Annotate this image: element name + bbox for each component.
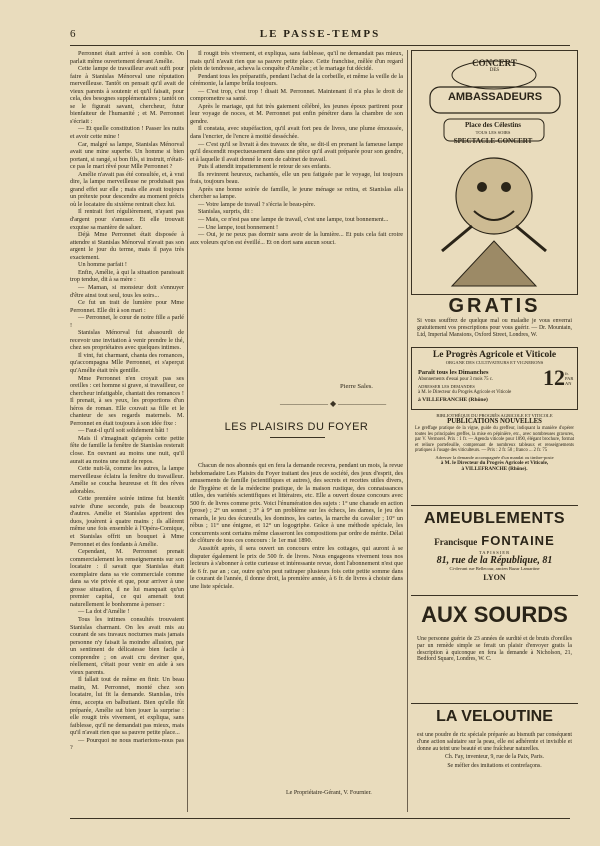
paragraph: Car, malgré sa lampe, Stanislas Ménorval avait une mine superbe. Un homme si bien portant, si rangé, si bon fils, si instruit, n'était-ce pas le mari rêvé pour Mlle Perronnet ? — [70, 140, 184, 171]
footer-rule — [70, 818, 570, 819]
header-rule — [70, 45, 570, 46]
progres-title: Le Progrès Agricole et Viticole — [432, 350, 557, 360]
paragraph: Déjà Mme Perronnet était disposée à attendre si Stanislas Ménorval n'avait pas son argent le jour du terme, mais il paya très exactement. — [70, 231, 184, 261]
title-rule — [270, 437, 325, 438]
paragraph: — C'est trop, c'est trop ! disait M. Perronnet. Maintenant il n'a plus le droit de compromettre sa santé. — [190, 87, 403, 103]
biblio-list: Le greffage pratique de la vigne, guide du greffeur, indiquant la manière d'opérer toutes les principales greffes, la mise en pépinière, etc., avec nombreuses gravures, par V. Vermorel. Prix : 1 fr. — Agenda viticole pour 1890, élégant brochure, format et reliure portefeuille, comprenant de nombreux tableaux et renseignements pratiques à l'usage des viticulteurs. — Prix : 2 fr. 50 ; franco ... 2 fr. 75 — [415, 426, 574, 454]
gratis-title: GRATIS — [448, 295, 541, 317]
paragraph: Aussitôt après, il sera ouvert un concours entre les cottages, qui auront à se disputer également le prix de 500 fr. de livres. Nous engageons vivement tous nos lecteurs à s'abonner à cette curieuse et intéressante revue, dont l'abonnement n'est que de 6 fr. par an ; car, outre qu'on peut rattraper plusieurs fois cette petite somme dans le courant de l'année, il donne droit, la première année, à 6 fr. de livres à choisir dans une liste spéciale. — [190, 545, 403, 590]
journal-title: LE PASSE-TEMPS — [259, 28, 381, 40]
sourds-body: Une personne guérie de 23 années de surdité et de bruits d'oreilles par un remède simple se ferait un plaisir d'envoyer gratis la description à quiconque en fera la demande à Nicholson, 21, Bedford Square, Londres, W. C. — [417, 636, 572, 663]
concert-line4: Place des Célestins — [465, 121, 521, 129]
maker-trade: TAPISSIER — [478, 550, 511, 555]
paragraph: Après le mariage, qui fut très gaiement célébré, les jeunes époux partirent pour leur voyage de noces, et M. Perronnet put enfin pénétrer dans la chambre de son gendre. — [190, 102, 403, 125]
ameublements-title: AMEUBLEMENTS — [423, 510, 566, 527]
paragraph: Puis il attendit impatiemment le retour de ses enfants. — [198, 163, 331, 171]
paragraph: Il rentrait fort régulièrement, n'ayant pas d'argent pour s'amuser. Et elle trouvait exquise sa manière de saluer. — [70, 208, 184, 231]
concert-line6: SPECTACLE-CONCERT — [453, 137, 533, 145]
gratis-ad — [411, 295, 578, 343]
veloutine-body: est une poudre de riz spéciale préparée au bismuth par conséquent d'une action salutaire sur la peau, elle est adhérente et invisible et donne au teint une beauté et une fraîcheur naturelles. — [417, 732, 572, 752]
maker-address: 81, rue de la République, 81 — [436, 555, 553, 566]
paragraph: Cette lampe de travailleur avait suffi pour faire à Stanislas Ménorval une réputation merveilleuse. Tantôt on pensait qu'il avait de vieux parents à soutenir et qu'il faisait, pour cela, des besognes supplémentaires ; tantôt on se le figurait savant, chercheur, futur bienfaiteur de l'humanité ; et M. Perronnet s'écriait : — [70, 65, 184, 125]
paragraph: Chacun de nos abonnés qui en fera la demande recevra, pendant un mois, la revue hebdomadaire Les Plaisirs du Foyer traitant des jeux de société, des jeux d'esprit, des amusements de famille (scientifiques et autres), des secrets et recettes utiles divers, de l'hygiène et de la médecine pratique, de la maison rustique, des connaissances utiles, des variétés scientifiques et littéraires, etc. Elle a ouvert douze concours avec 500 fr. de livres comme prix. Voici l'énumération des sujets : 1° une charade en action (prose) ; 2° un sonnet ; 3° à 9° un problème sur les échecs, les dames, le jeu des renards, le jeu des écureuils, les dominos, les cartes, la marche du cavalier ; 10° un rébus ; 11° une énigme, et 12° un logogriphe. Grâce à une méthode spéciale, les concurrents sont certains même classeront les compositions par ordre de mérite. Délai de clôture de tous ces concours : le 1er mai 1890. — [190, 462, 403, 545]
column-divider — [187, 50, 188, 812]
concert-ad — [411, 50, 578, 295]
paragraph: Cependant, M. Perronnet prenait commercialement les renseignements sur son locataire : il savait que Stanislas était exemplaire dans sa vie commerciale comme dans sa vie privée et que, pour arriver à une grosse situation, il ne lui manquait qu'un premier capital, ce qui amenait tout naturellement le bonhomme à penser : — [70, 548, 184, 608]
paragraph: Mais il s'imaginait qu'après cette petite fête de famille la fenêtre de Stanislas resterait close. En ouvrant au moins une nuit, qu'il aurait au moins une nuit de repos. — [70, 434, 184, 465]
progres-price-unit: fr. PAR AN — [565, 370, 574, 386]
paragraph: Cette nuit-là, comme les autres, la lampe merveilleuse éclaira la fenêtre du travailleur. Amélie se coucha heureuse et fit des rêves adorables. — [70, 465, 184, 495]
paragraph: — Faut-il qu'il soit solidement bâti ! — [78, 427, 169, 435]
progres-ad — [411, 347, 578, 410]
paragraph: Ce fut un trait de lumière pour Mme Perronnet. Elle dit à son mari : — [70, 299, 184, 314]
sourds-title: AUX SOURDS — [421, 602, 568, 627]
progres-price: 12 — [543, 364, 565, 390]
concert-illustration-icon — [412, 51, 577, 294]
paragraph: — Pourquoi ne nous marierions-nous pas ? — [70, 736, 184, 752]
concert-line3: AMBASSADEURS — [447, 91, 543, 103]
maker-surname: FONTAINE — [481, 533, 555, 548]
biblio-publications: PUBLICATIONS NOUVELLES — [447, 418, 542, 425]
article-column-1 — [70, 50, 184, 812]
paragraph: Il fallait tout de même en finir. Un beau matin, M. Perronnet, monté chez son locataire, lui fit la demande. Stanislas, très ému, accepta en balbutiant. Bien qu'elle fût préparée, Amélie sut bien jouer la surprise : elle rougit très vivement, et expliqua, sans faiblesse, qu'il ne demandait pas mieux, mais qu'il n'avait rien que sa pauvre petite place... — [70, 676, 184, 737]
biblio-title: BIBLIOTHÈQUE DU PROGRÈS AGRICOLE ET VITICOLE — [436, 413, 553, 418]
gratis-body: Si vous souffrez de quelque mal ou maladie je vous enverrai gratuitement vos prescriptions pour vous guérir. — Dr. Mountain, Ltd, Imperial Mansions, Oxford Street, Londres, W. — [417, 318, 572, 338]
concert-line1: CONCERT — [472, 58, 517, 68]
paragraph: Stanislas, surpris, dit : — [198, 208, 253, 216]
page-header — [70, 28, 570, 42]
maker-address-note: Ci-devant rue Bellecour, ancien Bazar Lamartine — [449, 566, 540, 571]
paragraph: — Mais, ce n'est pas une lampe de travail, c'est une lampe, tout bonnement... — [198, 216, 389, 224]
paragraph: Ils revinrent heureux, rachantés, elle un peu fatiguée par le voyage, lui toujours frais, toujours beau. — [190, 170, 403, 186]
paragraph: — C'est qu'il se livrait à des travaux de tête, se dit-il en prenant la fameuse lampe qu'il descendit respectueusement dans une pièce qu'il avait préparée pour son gendre, et à laquelle il avait donné le nom de cabinet de travail. — [190, 140, 403, 163]
page-number: 6 — [70, 28, 76, 40]
paragraph: Un homme parfait ! — [78, 261, 127, 269]
progres-abonnement: Abonnements d'essai pour 3 mois 75 c. — [418, 376, 494, 382]
paragraph: — Perronnet, le cœur de notre fille a parlé ! — [70, 314, 184, 329]
paragraph: — Une lampe, tout bonnement ! — [198, 223, 279, 231]
paragraph: Il constata, avec stupéfaction, qu'il avait fort peu de livres, une plume émoussée, dans l'encrier, de l'encre à moitié desséchée. — [190, 125, 403, 141]
paragraph: Stanislas Ménorval fut abasourdi de recevoir une invitation à venir prendre le thé, chez ses propriétaires avec quelques intimes. — [70, 329, 184, 352]
progres-parait: Paraît tous les Dimanches — [418, 368, 489, 376]
paragraph: Après une bonne soirée de famille, le jeune ménage se retira, et Stanislas alla chercher sa lampe. — [190, 185, 403, 201]
paragraph: Il rougit très vivement, et expliqua, sans faiblesse, qu'il ne demandait pas mieux, mais qu'il n'avait rien que sa pauvre petite place. Cette franchise, mêlée d'un regard plein de tendresse, acheva la conquête d'Amélie ; et le mariage fut décidé. — [190, 50, 403, 73]
veloutine-warning: Se méfier des imitations et contrefaçons. — [447, 763, 542, 770]
concert-line2: DES — [489, 68, 500, 73]
section-title: LES PLAISIRS DU FOYER — [224, 421, 369, 433]
paragraph: Pendant tous les préparatifs, pendant l'achat de la corbeille, et même la veille de la cérémonie, la lampe brûla toujours. — [190, 72, 403, 88]
paragraph: — Et quelle constitution ! Passer les nuits et avoir cette mine ! — [70, 125, 184, 141]
concert-line5: TOUS LES SOIRS — [475, 130, 511, 135]
biblio-footer2: à M. le Directeur du Progrès Agricole et Viticole, — [440, 459, 549, 466]
maker-firstname: Francisque — [434, 537, 478, 547]
progres-subtitle: ORGANE DES CULTIVATEURS ET VIGNERONS — [445, 360, 544, 365]
paragraph: Tous les intimes consultés trouvaient Stanislas charmant. On les avait mis au courant de ses travaux nocturnes mais jamais personne n'y faisait la moindre allusion, par un sentiment de délicatesse bien facile à comprendre ; on avait cru deviner que, réellement, c'était pour venir en aide à ses vieux parents. — [70, 616, 184, 676]
paragraph: Enfin, Amélie, à qui la situation paraissait trop tendue, dit à sa mère : — [70, 268, 184, 284]
biblio-block — [411, 413, 578, 472]
progres-director: à M. le Directeur du Progrès Agricole et Viticole — [418, 389, 512, 395]
author-signature: Pierre Sales. — [340, 383, 373, 390]
paragraph: — Oui, je ne peux pas dormir sans avoir de la lumière... Et puis cela fait croire aux voleurs qu'on est éveillé... Et on dort sans aucun souci. — [190, 231, 403, 246]
biblio-footer1: Adresser la demande accompagnée d'un mandat ou timbre-poste — [435, 454, 554, 460]
paragraph: Amélie n'avait pas été consultée, et, à vrai dire, la lampe merveilleuse ne produisait pas grand effet sur elle ; mais elle avait toujours un prétexte pour descendre au moment précis où le locataire du sixième rentrait chez lui. — [70, 170, 184, 208]
progres-city: à VILLEFRANCHE (Rhône) — [418, 396, 488, 403]
ornament-divider: —————— ◆ —————— — [280, 399, 387, 408]
paragraph: Mme Perronnet n'en croyait pas ses oreilles : cet homme si grave, si travailleur, ce chercheur infatigable, chantait des romances ! Il prenait, à ses yeux, les proportions d'un héros de roman. Elle couvait sa fille et le chanteur de ses regards maternels. M. Perronnet en était toujours à son idée fixe : — [70, 374, 184, 427]
biblio-footer3: à VILLEFRANCHE (Rhône). — [461, 465, 528, 472]
veloutine-ad — [411, 703, 578, 811]
sourds-ad — [411, 595, 578, 699]
paragraph: — Votre lampe de travail ? s'écria le beau-père. — [198, 200, 316, 208]
column-divider — [407, 50, 408, 812]
publisher-line: Le Propriétaire-Gérant, V. Fournier. — [286, 790, 372, 796]
maker-city: LYON — [483, 573, 506, 582]
paragraph: — La dot d'Amélie ! — [78, 608, 130, 616]
section-body — [190, 462, 403, 752]
veloutine-title: LA VELOUTINE — [436, 708, 553, 725]
ameublements-ad — [411, 505, 578, 591]
progres-adresser: ADRESSER LES DEMANDES — [418, 383, 475, 389]
paragraph: Cette première soirée intime fut bientôt suivie d'une seconde, puis de beaucoup d'autres. Amélie et Stanislas apprirent des duos, jouèrent à quatre mains ; ils allèrent même une fois ensemble à l'Opéra-Comique, et Stanislas offrit un bouquet à Mme Perronnet et des fondants à Amélie. — [70, 495, 184, 548]
paragraph: Perronnet était arrivé à son comble. On parlait même ouvertement devant Amélie. — [70, 50, 184, 65]
article-column-2 — [190, 50, 403, 380]
paragraph: Il vint, fut charmant, chanta des romances, qu'accompagna Mlle Perronnet, et s'aperçut qu'Amélie était très gentille. — [70, 351, 184, 374]
veloutine-address: Ch. Fay, inventeur, 9, rue de la Paix, Paris. — [445, 754, 544, 761]
paragraph: — Maman, si monsieur doit s'ennuyer d'être ainsi tout seul, tous les soirs... — [70, 283, 184, 299]
